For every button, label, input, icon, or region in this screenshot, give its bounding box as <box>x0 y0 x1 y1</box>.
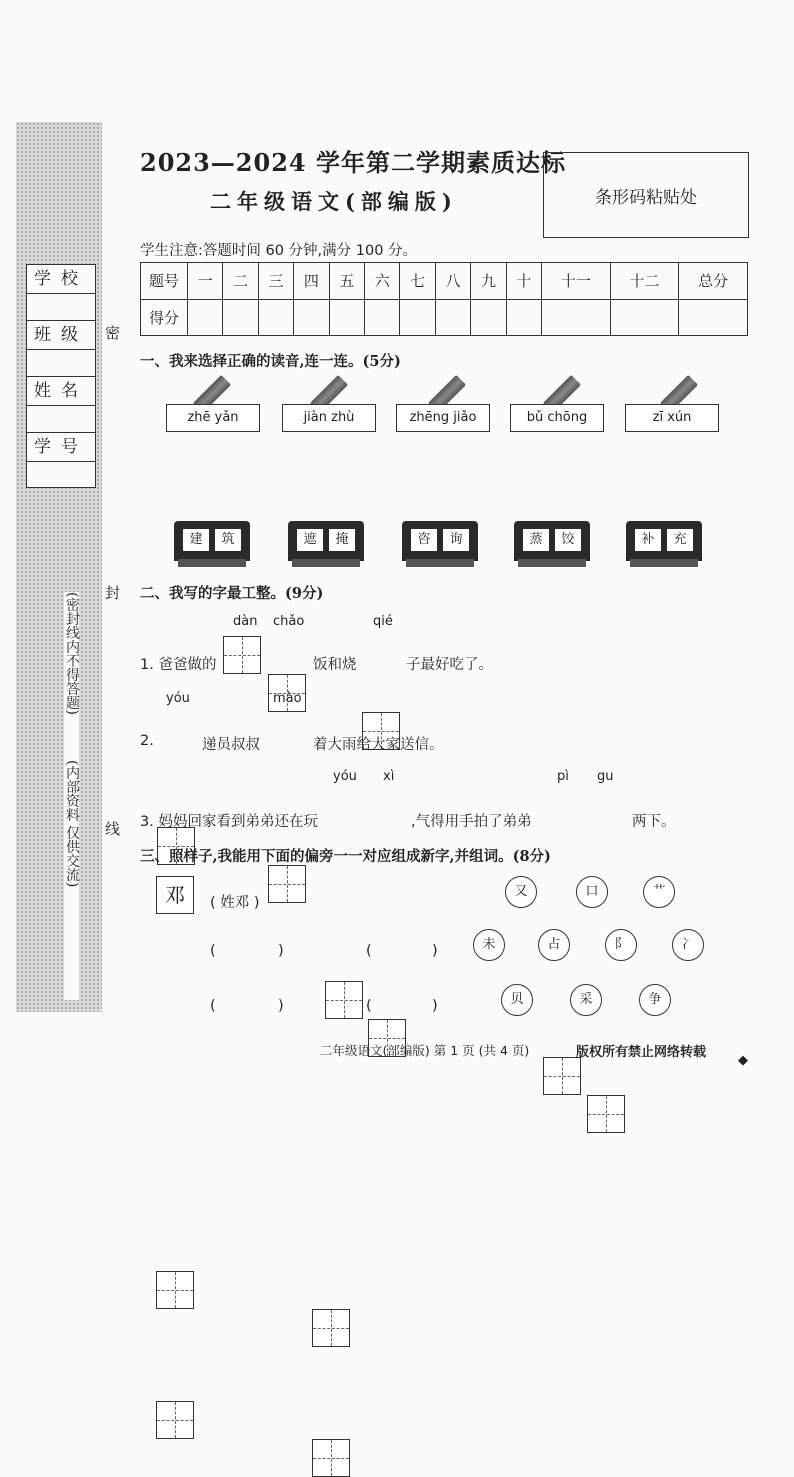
writing-grid-cell[interactable] <box>156 1271 194 1309</box>
radical-circle[interactable]: 冫 <box>672 929 704 961</box>
score-col: 十一 <box>542 263 611 300</box>
score-col: 五 <box>329 263 364 300</box>
class-label: 班级 <box>27 321 95 350</box>
radical-circle[interactable]: 未 <box>473 929 505 961</box>
pinyin-hint: gu <box>597 769 614 784</box>
score-label: 得分 <box>141 299 188 336</box>
sentence-text: 2. <box>140 733 154 749</box>
paren-open: ( <box>366 943 372 959</box>
paren-close: ) <box>432 943 438 959</box>
book-char: 掩 <box>329 529 355 551</box>
seal-char-mi: 密 <box>105 324 121 342</box>
answer-blank[interactable] <box>222 940 274 960</box>
writing-grid-cell[interactable] <box>223 636 261 674</box>
writing-grid-cell[interactable] <box>312 1439 350 1477</box>
book-char: 蒸 <box>523 529 549 551</box>
score-cell[interactable] <box>610 299 679 336</box>
paren-close: ) <box>278 998 284 1014</box>
pinyin-option[interactable]: zhē yǎn <box>166 404 260 432</box>
answer-blank[interactable] <box>378 940 430 960</box>
sealed-line-note: (密封线内不得答题) <box>64 592 79 882</box>
pinyin-option[interactable]: bǔ chōng <box>510 404 604 432</box>
example-char-box: 邓 <box>156 876 194 914</box>
pinyin-hint: yóu <box>166 691 190 706</box>
radical-circle[interactable]: 口 <box>576 876 608 908</box>
sentence-text: 两下。 <box>632 814 676 830</box>
score-cell[interactable] <box>400 299 435 336</box>
radical-circle[interactable]: 又 <box>505 876 537 908</box>
score-cell[interactable] <box>188 299 223 336</box>
score-table <box>140 262 748 336</box>
diamond-icon: ◆ <box>738 1053 748 1068</box>
radical-circle[interactable]: 争 <box>639 984 671 1016</box>
book-char: 咨 <box>411 529 437 551</box>
q2-heading: 二、我写的字最工整。(9分) <box>140 585 324 602</box>
score-col: 七 <box>400 263 435 300</box>
book-base <box>518 559 586 567</box>
sentence-text: 3. 妈妈回家看到弟弟还在玩 <box>140 814 318 830</box>
sentence-text: 递员叔叔 <box>202 737 260 753</box>
sentence-text: 着大雨给大家送信。 <box>313 737 444 753</box>
score-cell[interactable] <box>506 299 541 336</box>
score-col: 十 <box>506 263 541 300</box>
page-footer: 二年级语文(部编版) 第 1 页 (共 4 页) <box>320 1043 530 1058</box>
score-cell[interactable] <box>329 299 364 336</box>
seal-char-feng: 封 <box>105 584 121 602</box>
book-base <box>178 559 246 567</box>
sentence-text: 子最好吃了。 <box>406 657 493 673</box>
student-notice: 学生注意:答题时间 60 分钟,满分 100 分。 <box>140 243 418 259</box>
pinyin-hint: qié <box>373 614 393 629</box>
word-book[interactable] <box>288 521 364 569</box>
sentence-text: 1. 爸爸做的 <box>140 657 217 673</box>
pinyin-option[interactable]: zī xún <box>625 404 719 432</box>
score-cell[interactable] <box>679 299 748 336</box>
exam-title: 2023—2024 学年第二学期素质达标 <box>140 148 566 177</box>
q3-heading: 三、照样子,我能用下面的偏旁一一对应组成新字,并组词。(8分) <box>140 848 551 865</box>
pinyin-option[interactable]: jiàn zhù <box>282 404 376 432</box>
pinyin-hint: pì <box>557 769 569 784</box>
score-header-row <box>141 263 748 300</box>
sentence-text: 饭和烧 <box>313 657 357 673</box>
student-id-label: 学号 <box>27 433 95 462</box>
student-id-field[interactable] <box>27 462 95 488</box>
score-cell[interactable] <box>258 299 293 336</box>
radical-circle[interactable]: 占 <box>538 929 570 961</box>
internal-material-note: (内部资料 仅供交流) <box>64 760 79 1000</box>
score-col: 六 <box>365 263 400 300</box>
book-char: 充 <box>667 529 693 551</box>
copyright-notice: 版权所有禁止网络转载 <box>576 1045 707 1060</box>
score-cell[interactable] <box>435 299 470 336</box>
writing-grid-cell[interactable] <box>156 1401 194 1439</box>
score-col: 十二 <box>610 263 679 300</box>
score-cell[interactable] <box>542 299 611 336</box>
answer-blank[interactable] <box>378 995 430 1015</box>
paren-open: ( <box>210 943 216 959</box>
score-col: 总分 <box>679 263 748 300</box>
name-field[interactable] <box>27 406 95 433</box>
score-cell[interactable] <box>294 299 329 336</box>
book-char: 建 <box>183 529 209 551</box>
barcode-label: 条形码粘贴处 <box>595 187 697 208</box>
score-col: 四 <box>294 263 329 300</box>
radical-circle[interactable]: 采 <box>570 984 602 1016</box>
q1-heading: 一、我来选择正确的读音,连一连。(5分) <box>140 353 401 370</box>
writing-grid-cell[interactable] <box>587 1095 625 1133</box>
word-book[interactable] <box>174 521 250 569</box>
book-base <box>630 559 698 567</box>
name-label: 姓名 <box>27 377 95 406</box>
barcode-area <box>543 152 749 238</box>
score-value-row <box>141 299 748 336</box>
pinyin-hint: yóu <box>333 769 357 784</box>
seal-char-xian: 线 <box>105 820 121 838</box>
pinyin-option[interactable]: zhēng jiǎo <box>396 404 490 432</box>
book-base <box>292 559 360 567</box>
writing-grid-cell[interactable] <box>325 981 363 1019</box>
school-field[interactable] <box>27 294 95 321</box>
question-number-label: 题号 <box>141 263 188 300</box>
pinyin-hint: chǎo <box>273 614 305 629</box>
pinyin-hint: dàn <box>233 614 258 629</box>
score-col: 八 <box>435 263 470 300</box>
paren-close: ) <box>278 943 284 959</box>
radical-circle[interactable]: 艹 <box>643 876 675 908</box>
score-col: 三 <box>258 263 293 300</box>
score-cell[interactable] <box>471 299 506 336</box>
pinyin-hint: xì <box>383 769 395 784</box>
score-cell[interactable] <box>223 299 258 336</box>
book-base <box>406 559 474 567</box>
binding-margin-strip <box>16 122 102 1012</box>
book-char: 饺 <box>555 529 581 551</box>
example-word: ( 姓邓 ) <box>210 895 260 911</box>
writing-grid-cell[interactable] <box>543 1057 581 1095</box>
exam-subtitle: 二年级语文(部编版) <box>210 189 458 214</box>
pinyin-hint: mào <box>273 691 302 706</box>
paren-open: ( <box>366 998 372 1014</box>
answer-blank[interactable] <box>222 995 274 1015</box>
paren-open: ( <box>210 998 216 1014</box>
word-book[interactable] <box>402 521 478 569</box>
score-cell[interactable] <box>365 299 400 336</box>
writing-grid-cell[interactable] <box>312 1309 350 1347</box>
class-field[interactable] <box>27 350 95 377</box>
book-char: 筑 <box>215 529 241 551</box>
radical-circle[interactable]: 贝 <box>501 984 533 1016</box>
book-char: 补 <box>635 529 661 551</box>
radical-circle[interactable]: 阝 <box>605 929 637 961</box>
book-char: 询 <box>443 529 469 551</box>
book-char: 遮 <box>297 529 323 551</box>
paren-close: ) <box>432 998 438 1014</box>
word-book[interactable] <box>626 521 702 569</box>
word-book[interactable] <box>514 521 590 569</box>
writing-grid-cell[interactable] <box>268 865 306 903</box>
sentence-text: ,气得用手拍了弟弟 <box>411 814 532 830</box>
school-label: 学校 <box>27 265 95 294</box>
score-col: 二 <box>223 263 258 300</box>
score-col: 九 <box>471 263 506 300</box>
student-info-box <box>26 264 96 488</box>
score-col: 一 <box>188 263 223 300</box>
